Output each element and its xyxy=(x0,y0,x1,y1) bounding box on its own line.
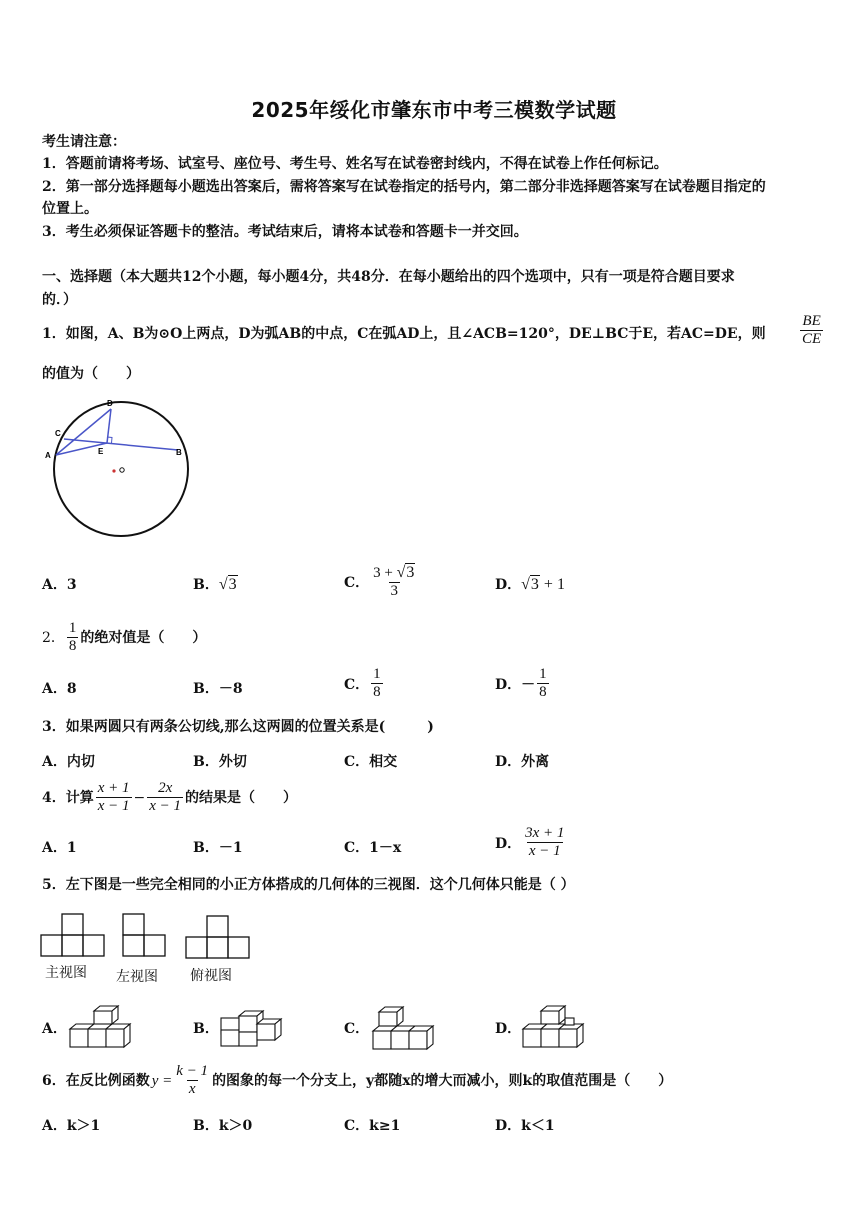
q1-option-d-label: D． xyxy=(495,577,522,593)
q1-option-c: C． $\frac{3 + √3}{3}$ xyxy=(344,564,415,599)
q1-stem: 1．如图，A、B为⊙O上两点，D为弧AB的中点，C在弧AD上，且∠ACB=120°，DE⊥BC于E，若AC=DE，则 xyxy=(42,326,766,342)
q1-fraction xyxy=(798,313,825,348)
q2-option-a: A．8 xyxy=(42,681,77,697)
q2-stem-text: 的绝对值是（ ） xyxy=(80,629,207,646)
q6-y-eq: y = xyxy=(151,1072,173,1089)
notice-item-2: 2．第一部分选择题每小题选出答案后，需将答案写在试卷指定的括号内，第二部分非选择题答案写在试卷题目指定的 xyxy=(42,179,766,195)
q5-option-c-solid xyxy=(371,1003,437,1053)
q4-prefix: 4．计算 xyxy=(42,789,94,806)
q1-option-a xyxy=(42,574,77,594)
q1-option-b-radicand: 3 xyxy=(228,576,237,593)
section-heading: 一、选择题（本大题共12个小题，每小题4分，共48分．在每小题给出的四个选项中，只有一项是符合题目要求 xyxy=(42,269,735,285)
q1-option-c-num-int: 3 + xyxy=(373,565,397,581)
label-b: B xyxy=(176,448,182,457)
q4-option-b: B．－1 xyxy=(193,840,243,856)
left-view-label: 左视图 xyxy=(116,969,158,985)
q3-option-d: D．外离 xyxy=(495,754,550,770)
q5-option-d: D． xyxy=(495,1021,522,1037)
top-view-label: 俯视图 xyxy=(190,968,232,984)
center-o-mark xyxy=(120,468,124,472)
q6-suffix: 的图象的每一个分支上，y都随x的增大而减小，则k的取值范围是（ ） xyxy=(212,1072,673,1089)
q2-option-d-label: D．－ xyxy=(495,676,536,693)
q1-option-c-label: C． xyxy=(344,575,370,591)
q2-option-c-label: C． xyxy=(344,676,370,693)
q1-option-b-label: B． xyxy=(193,577,219,593)
q6-option-c: C．k≥1 xyxy=(344,1118,401,1134)
q4-option-d-label: D． xyxy=(495,835,522,852)
q6-frac-num: k − 1 xyxy=(176,1063,209,1079)
q2-stem xyxy=(42,620,828,655)
q4-option-d-den: x − 1 xyxy=(528,843,561,859)
q4-frac1-num: x + 1 xyxy=(97,780,130,796)
q1-frac-den: CE xyxy=(802,331,822,347)
q2-option-d-num: 1 xyxy=(539,666,547,682)
q1-option-b: B．√3 xyxy=(193,576,237,593)
front-view-figure xyxy=(40,912,106,958)
q1-stem-2: 的值为（ ） xyxy=(42,366,140,382)
label-d: D xyxy=(107,399,113,408)
q4-option-c: C．1－x xyxy=(344,840,402,856)
center-dot xyxy=(112,469,115,472)
q5-option-a-solid xyxy=(68,1003,134,1051)
q6-option-d: D．k＜1 xyxy=(495,1118,555,1134)
page-title: 2025年绥化市肇东市中考三模数学试题 xyxy=(251,98,617,122)
q1-option-a-value: 3 xyxy=(66,577,77,593)
q4-frac2-den: x − 1 xyxy=(149,798,182,814)
q2-frac-den: 8 xyxy=(68,638,77,654)
q2-option-c xyxy=(344,666,385,701)
q4-option-d xyxy=(495,825,568,860)
q4-suffix: 的结果是（ ） xyxy=(185,789,298,806)
label-a: A xyxy=(45,451,51,460)
q1-option-d-radicand: 3 xyxy=(530,576,539,593)
q5-option-d-solid xyxy=(521,1003,587,1051)
q4-option-d-num: 3x + 1 xyxy=(525,825,565,841)
q1-circle-figure xyxy=(40,395,200,540)
q4-stem xyxy=(42,780,828,815)
q2-option-b: B．－8 xyxy=(193,681,243,697)
notice-heading: 考生请注意： xyxy=(42,134,126,150)
q2-number: 2． xyxy=(42,629,65,646)
q6-prefix: 6．在反比例函数 xyxy=(42,1072,150,1089)
q4-option-a: A．1 xyxy=(42,840,77,856)
q2-frac-num: 1 xyxy=(68,620,77,636)
section-heading-cont: 的．） xyxy=(42,292,77,308)
notice-item-3: 3．考生必须保证答题卡的整洁。考试结束后，请将本试卷和答题卡一并交回。 xyxy=(42,224,528,240)
q1-option-a-label: A． xyxy=(42,577,67,593)
label-e: E xyxy=(98,447,104,456)
q4-frac1-den: x − 1 xyxy=(97,798,130,814)
q2-option-d-den: 8 xyxy=(539,684,547,700)
q3-stem: 3．如果两圆只有两条公切线,那么这两圆的位置关系是( ) xyxy=(42,719,434,735)
label-c: C xyxy=(55,429,61,438)
q3-option-b: B．外切 xyxy=(193,754,247,770)
q6-stem xyxy=(42,1063,828,1098)
q6-option-a: A．k＞1 xyxy=(42,1118,101,1134)
top-view-figure xyxy=(185,914,251,960)
notice-item-1: 1．答题前请将考场、试室号、座位号、考生号、姓名写在试卷密封线内，不得在试卷上作任何标记。 xyxy=(42,156,668,172)
front-view-label: 主视图 xyxy=(45,965,87,981)
q6-frac-den: x xyxy=(188,1081,196,1097)
segment-de xyxy=(107,409,111,443)
q2-option-d xyxy=(495,666,551,701)
q3-option-c: C．相交 xyxy=(344,754,398,770)
q1-option-d-tail: + 1 xyxy=(539,576,565,593)
q1-option-d: D．√3 + 1 xyxy=(495,576,565,593)
circle-o xyxy=(54,402,188,536)
q5-option-c: C． xyxy=(344,1021,370,1037)
q1-option-c-num-radicand: 3 xyxy=(406,564,415,581)
q1-option-c-den: 3 xyxy=(390,583,399,599)
q5-option-a: A． xyxy=(42,1021,67,1037)
q5-option-b: B． xyxy=(193,1021,219,1037)
q4-minus: − xyxy=(133,789,146,806)
q2-option-c-den: 8 xyxy=(373,684,381,700)
q2-option-c-num: 1 xyxy=(373,666,381,682)
q3-option-a: A．内切 xyxy=(42,754,95,770)
left-view-figure xyxy=(121,912,167,958)
q4-frac2-num: 2x xyxy=(158,780,173,796)
q5-option-b-solid xyxy=(217,1004,283,1052)
q5-stem: 5．左下图是一些完全相同的小正方体搭成的几何体的三视图．这个几何体只能是（ ） xyxy=(42,877,575,893)
q6-option-b: B．k＞0 xyxy=(193,1118,253,1134)
q1-frac-num: BE xyxy=(802,313,821,329)
notice-item-2-cont: 位置上。 xyxy=(42,201,98,217)
